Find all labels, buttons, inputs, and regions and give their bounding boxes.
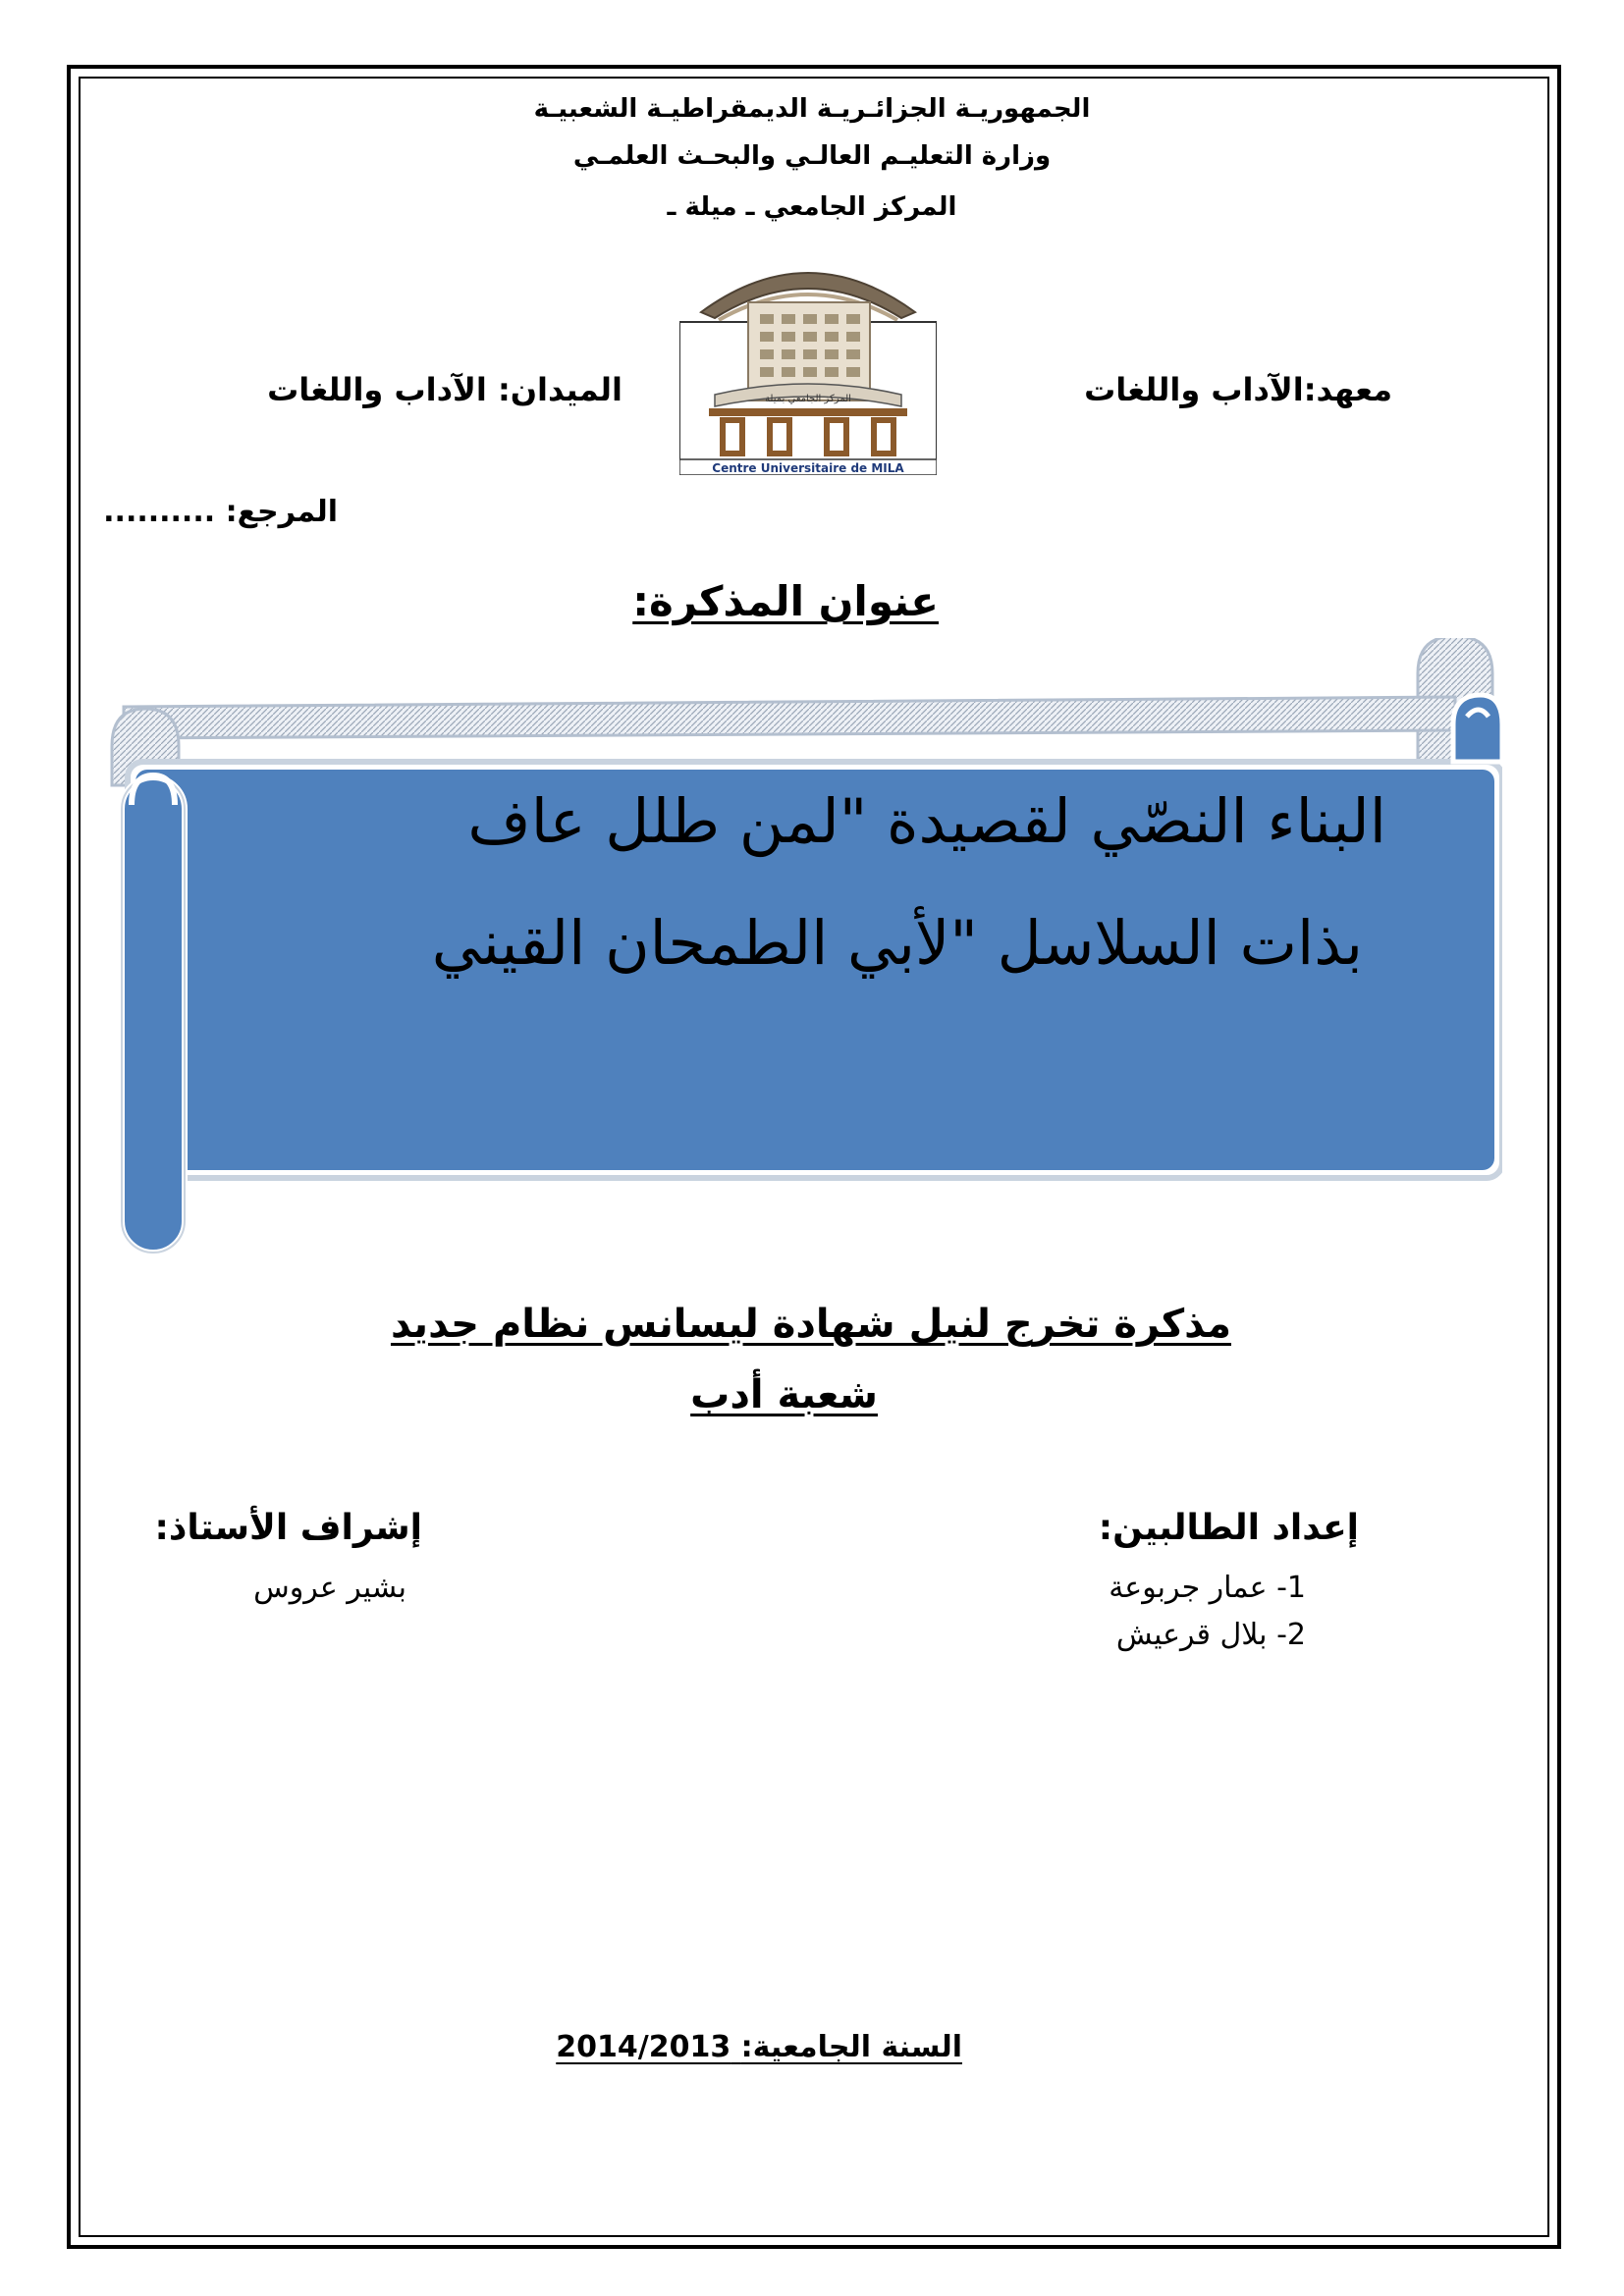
student-name-2: 2- بلال قرعيش [1115,1618,1306,1652]
students-label: إعداد الطالبين: [1098,1508,1359,1548]
academic-year [556,2030,962,2064]
degree-line-1: مذكرة تخرج لنيل شهادة ليسانس نظام جديد [390,1302,1231,1347]
thesis-title-line-2: بذات السلاسل "لأبي الطمحان القيني [431,907,1363,979]
memo-title-label: عنوان المذكرة: [632,577,939,625]
logo-caption: Centre Universitaire de MILA [712,461,904,475]
academic-year-label: السنة الجامعية: [740,2030,962,2064]
university-center-name: المركز الجامعي ـ ميلة ـ [667,192,957,222]
university-logo [679,257,937,475]
degree-line-2: شعبة أدب [690,1372,878,1417]
field-label: الميدان: الآداب واللغات [267,371,623,408]
thesis-title-line-1: البناء النصّي لقصيدة "لمن طلل عاف [467,785,1386,857]
student-name-1: 1- عمار جربوعة [1109,1571,1306,1605]
supervisor-name: بشير عروس [253,1571,406,1605]
academic-year-value: 2014/2013 [556,2030,731,2064]
reference-label: المرجع: .......... [103,495,338,529]
supervisor-label: إشراف الأستاذ: [154,1508,422,1548]
ministry-name: وزارة التعليـم العالـي والبحـث العلمـي [572,141,1052,171]
republic-name: الجمهوريـة الجزائـريـة الديمقراطيـة الشعبيـة [533,94,1091,124]
institute-label: معهد:الآداب واللغات [1084,371,1392,408]
logo-sign-text: المركز الجامعي بميلة [765,394,851,404]
